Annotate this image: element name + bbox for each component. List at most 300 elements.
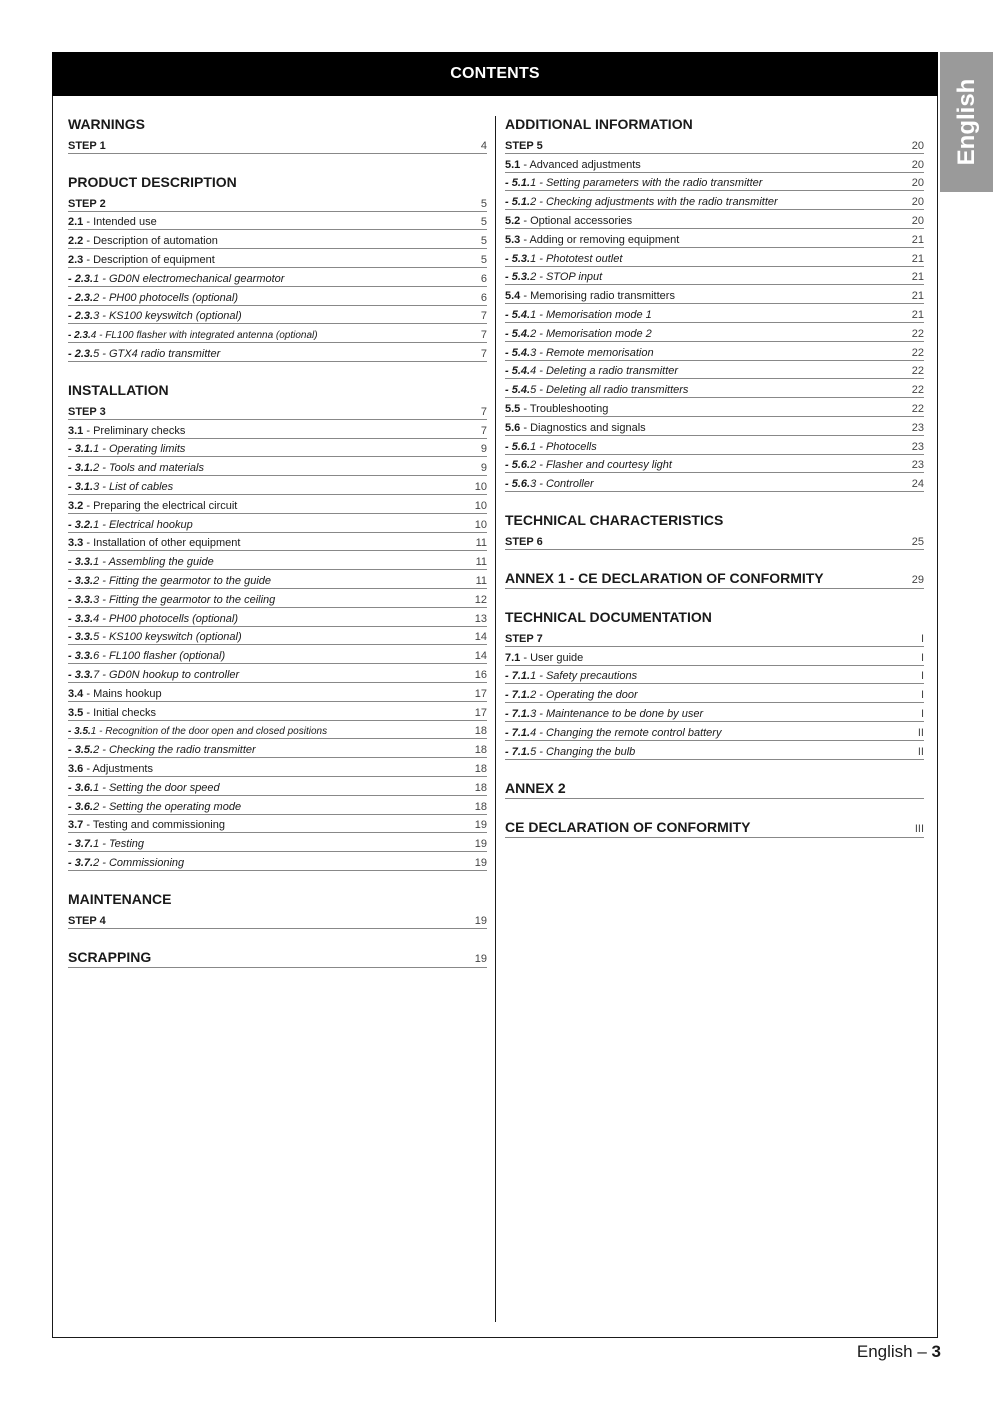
entry-number: 5.3	[505, 233, 521, 246]
language-tab	[940, 52, 993, 192]
toc-entry[interactable]	[505, 628, 924, 647]
entry-label: 4 - Changing the remote control battery	[530, 726, 722, 739]
toc-entry[interactable]	[68, 230, 487, 249]
entry-number: - 5.6.	[505, 459, 531, 472]
entry-number: - 2.3.	[68, 347, 94, 360]
entry-label: - Intended use	[83, 216, 157, 229]
entry-number: - 5.4.	[505, 308, 531, 321]
entry-text	[505, 403, 608, 415]
section-title-text: ANNEX 1 - CE DECLARATION OF CONFORMITY	[505, 569, 824, 586]
entry-text	[505, 441, 597, 453]
toc-section	[68, 114, 487, 154]
toc-entry[interactable]	[505, 647, 924, 666]
entry-label: 5 - KS100 keyswitch (optional)	[93, 631, 242, 644]
toc-section	[505, 607, 924, 760]
entry-label: - Installation of other equipment	[83, 537, 241, 550]
page-number: 6	[480, 291, 487, 304]
entry-text	[68, 838, 144, 850]
toc-entry[interactable]	[68, 758, 487, 777]
entry-label: - Testing and commissioning	[83, 819, 225, 832]
entry-label: 1 - Memorisation mode 1	[530, 308, 652, 321]
page-number: 9	[480, 443, 487, 456]
entry-number: - 5.4.	[505, 327, 531, 340]
toc-entry[interactable]	[505, 666, 924, 685]
section-title[interactable]	[68, 380, 487, 401]
entry-number: - 3.3.	[68, 631, 94, 644]
toc-entry[interactable]	[68, 249, 487, 268]
entry-label: 7 - GD0N hookup to controller	[93, 668, 240, 681]
entry-number: 3.7	[68, 819, 84, 832]
toc-entry[interactable]	[505, 455, 924, 474]
page-number: 7	[480, 405, 487, 418]
section-title[interactable]	[505, 510, 924, 531]
entry-number: - 3.6.	[68, 781, 94, 794]
toc-entry[interactable]	[68, 702, 487, 721]
entry-text	[68, 330, 318, 341]
toc-entry[interactable]	[68, 495, 487, 514]
page-number: I	[920, 632, 924, 645]
toc-entry[interactable]	[505, 191, 924, 210]
toc-entry[interactable]	[505, 379, 924, 398]
entry-label: 4 - FL100 flasher with integrated antenna (optional)	[90, 330, 318, 342]
toc-entry[interactable]	[68, 514, 487, 533]
toc-entry[interactable]	[68, 815, 487, 834]
page-number: 19	[474, 819, 487, 832]
page-number: 7	[480, 310, 487, 323]
toc-entry[interactable]	[505, 531, 924, 550]
toc-entry[interactable]	[68, 608, 487, 627]
toc-entry[interactable]	[68, 664, 487, 683]
entry-label: 3 - Remote memorisation	[530, 346, 654, 359]
entry-label: 1 - Operating limits	[93, 443, 186, 456]
toc-entry[interactable]	[68, 533, 487, 552]
entry-number: - 2.3.	[68, 291, 94, 304]
toc-entry[interactable]	[68, 212, 487, 231]
toc-entry[interactable]	[505, 741, 924, 760]
page-number: 23	[911, 421, 924, 434]
toc-entry[interactable]	[505, 304, 924, 323]
section-title[interactable]	[505, 607, 924, 628]
entry-label: 3 - Controller	[530, 478, 594, 491]
toc-entry[interactable]	[505, 417, 924, 436]
section-title-text: ADDITIONAL INFORMATION	[505, 116, 693, 132]
entry-text	[505, 271, 602, 283]
toc-section	[505, 510, 924, 550]
entry-text	[68, 254, 215, 266]
entry-number: 2.2	[68, 235, 84, 248]
entry-text	[505, 365, 678, 377]
toc-entry[interactable]	[68, 306, 487, 325]
page-number: 14	[474, 631, 487, 644]
entry-text	[68, 273, 284, 285]
page-number: 22	[911, 327, 924, 340]
page-number: 19	[474, 914, 487, 927]
page-number: 22	[911, 346, 924, 359]
page-number: 11	[475, 574, 487, 587]
entry-text	[68, 915, 106, 927]
entry-number: - 7.1.	[505, 745, 531, 758]
entry-label: 1 - GD0N electromechanical gearmotor	[93, 272, 285, 285]
page-number: 22	[911, 384, 924, 397]
entry-text	[505, 422, 646, 434]
entry-text	[68, 575, 271, 587]
toc-entry[interactable]	[68, 135, 487, 154]
page-number: 23	[911, 459, 924, 472]
toc-entry[interactable]	[68, 268, 487, 287]
page-number: 5	[480, 216, 487, 229]
entry-text	[68, 310, 242, 322]
page-number: 5	[480, 197, 487, 210]
column-divider	[495, 116, 496, 1322]
entry-number: 3.2	[68, 499, 84, 512]
toc-entry[interactable]	[505, 703, 924, 722]
section-title-text: SCRAPPING	[68, 948, 152, 965]
page-number: 25	[911, 535, 924, 548]
entry-text	[505, 253, 622, 265]
toc-entry[interactable]	[505, 323, 924, 342]
entry-label: - Preparing the electrical circuit	[83, 499, 238, 512]
entry-number: 3.5	[68, 706, 84, 719]
entry-label: 1 - Assembling the guide	[93, 556, 214, 569]
section-title-text: PRODUCT DESCRIPTION	[68, 173, 237, 190]
toc-entry[interactable]	[505, 173, 924, 192]
entry-number: - 7.1.	[505, 689, 531, 702]
entry-number: - 7.1.	[505, 726, 531, 739]
entry-label: 1 - Phototest outlet	[530, 252, 623, 265]
page-number: 24	[911, 478, 924, 491]
entry-label: - Preliminary checks	[83, 424, 186, 437]
entry-label: 1 - Electrical hookup	[93, 518, 193, 531]
entry-number: - 3.3.	[68, 593, 94, 606]
toc-entry[interactable]	[68, 833, 487, 852]
entry-number: - 3.3.	[68, 574, 94, 587]
page-number: 21	[911, 290, 924, 303]
entry-text	[68, 594, 275, 606]
left-column	[68, 114, 487, 986]
section-title-text: WARNINGS	[68, 116, 145, 132]
entry-text	[68, 782, 220, 794]
language-tab-label: English	[952, 78, 980, 166]
entry-text	[505, 689, 638, 701]
page-number: 20	[911, 214, 924, 227]
page-number: 7	[480, 329, 487, 342]
right-column	[505, 114, 924, 856]
entry-text	[68, 857, 184, 869]
entry-text	[68, 669, 239, 681]
entry-text	[68, 556, 214, 568]
entry-label: 2 - PH00 photocells (optional)	[93, 291, 238, 304]
entry-text	[68, 462, 204, 474]
toc-section	[505, 778, 924, 799]
page-number: 4	[480, 139, 487, 152]
toc-entry[interactable]	[68, 721, 487, 740]
toc-section	[68, 947, 487, 968]
entry-number: - 3.2.	[68, 518, 94, 531]
entry-number: 3.3	[68, 537, 84, 550]
toc-entry[interactable]	[68, 324, 487, 343]
entry-number: 5.4	[505, 290, 521, 303]
entry-number: - 3.5.	[68, 744, 94, 757]
page-number: II	[917, 745, 924, 758]
page-number: 12	[474, 593, 487, 606]
toc-entry[interactable]	[68, 589, 487, 608]
page-number: 20	[911, 139, 924, 152]
page-number: 17	[474, 706, 487, 719]
section-title[interactable]	[505, 817, 924, 838]
toc-entry[interactable]	[68, 777, 487, 796]
page-number: I	[920, 707, 924, 720]
entry-text	[505, 670, 637, 682]
section-title[interactable]	[68, 172, 487, 193]
entry-number: 3.4	[68, 687, 84, 700]
entry-number: 3.1	[68, 424, 84, 437]
entry-text	[68, 140, 106, 152]
toc-entry[interactable]	[68, 343, 487, 362]
page-number: 7	[480, 424, 487, 437]
entry-label: 1 - Testing	[93, 838, 145, 851]
toc-entry[interactable]	[505, 267, 924, 286]
toc-entry[interactable]	[505, 722, 924, 741]
page-number: 19	[474, 952, 487, 965]
entry-label: STEP 6	[505, 535, 543, 548]
entry-label: 4 - Deleting a radio transmitter	[530, 365, 679, 378]
entry-label: 5 - Deleting all radio transmitters	[530, 384, 689, 397]
toc-entry[interactable]	[68, 627, 487, 646]
entry-text	[68, 688, 162, 700]
entry-label: STEP 7	[505, 632, 543, 645]
entry-number: - 3.1.	[68, 480, 94, 493]
entry-text	[68, 650, 225, 662]
section-title-text: INSTALLATION	[68, 381, 169, 398]
entry-text	[68, 443, 185, 455]
entry-text	[68, 631, 242, 643]
toc-section	[68, 380, 487, 871]
entry-text	[68, 348, 220, 360]
page-number: 19	[474, 838, 487, 851]
entry-number: - 2.3.	[68, 330, 91, 342]
entry-text	[68, 519, 193, 531]
toc-entry[interactable]	[505, 210, 924, 229]
section-title[interactable]	[68, 947, 487, 968]
entry-number: - 5.6.	[505, 478, 531, 491]
page-number: 16	[474, 668, 487, 681]
page-number: 5	[480, 253, 487, 266]
entry-label: 1 - Safety precautions	[530, 670, 638, 683]
toc-entry[interactable]	[505, 229, 924, 248]
entry-label: - Mains hookup	[83, 687, 162, 700]
toc-entry[interactable]	[505, 361, 924, 380]
page-number: 18	[474, 744, 487, 757]
entry-label: 1 - Recognition of the door open and closed positions	[90, 726, 328, 738]
toc-entry[interactable]	[68, 457, 487, 476]
entry-label: - Troubleshooting	[520, 402, 609, 415]
toc-entry[interactable]	[68, 796, 487, 815]
section-title[interactable]	[505, 778, 924, 799]
entry-label: 2 - Memorisation mode 2	[530, 327, 652, 340]
entry-text	[68, 406, 106, 418]
entry-text	[505, 459, 672, 471]
entry-text	[68, 537, 240, 549]
entry-text	[68, 481, 173, 493]
entry-label: 2 - Checking the radio transmitter	[93, 744, 256, 757]
page-number: I	[920, 651, 924, 664]
toc-entry[interactable]	[68, 420, 487, 439]
entry-text	[68, 726, 327, 737]
toc-entry[interactable]	[505, 436, 924, 455]
entry-label: 3 - List of cables	[93, 480, 174, 493]
page-number: 23	[911, 440, 924, 453]
toc-entry[interactable]	[68, 401, 487, 420]
entry-number: - 7.1.	[505, 670, 531, 683]
toc-entry[interactable]	[68, 287, 487, 306]
entry-label: STEP 5	[505, 139, 543, 152]
entry-text	[505, 196, 778, 208]
toc-entry[interactable]	[505, 135, 924, 154]
entry-text	[505, 328, 652, 340]
entry-number: 5.6	[505, 421, 521, 434]
entry-text	[68, 500, 237, 512]
entry-number: - 5.4.	[505, 384, 531, 397]
page-number: 20	[911, 177, 924, 190]
entry-text	[505, 347, 654, 359]
page-number: III	[914, 822, 924, 835]
page-number: 29	[911, 573, 924, 586]
page-number: 19	[474, 856, 487, 869]
page-number: 22	[911, 365, 924, 378]
toc-entry[interactable]	[505, 154, 924, 173]
toc-section	[505, 568, 924, 589]
entry-number: 2.1	[68, 216, 84, 229]
entry-text	[68, 819, 225, 831]
entry-text	[505, 536, 543, 548]
entry-label: - Optional accessories	[520, 214, 633, 227]
entry-text	[505, 140, 543, 152]
entry-text	[505, 727, 721, 739]
entry-number: - 5.3.	[505, 271, 531, 284]
entry-label: 1 - Setting parameters with the radio transmitter	[530, 177, 763, 190]
entry-number: - 5.1.	[505, 177, 531, 190]
entry-text	[505, 159, 641, 171]
toc-section	[68, 889, 487, 929]
toc-entry[interactable]	[505, 684, 924, 703]
entry-label: 3 - KS100 keyswitch (optional)	[93, 310, 242, 323]
entry-text	[505, 384, 688, 396]
entry-number: - 5.1.	[505, 196, 531, 209]
page-number: 13	[474, 612, 487, 625]
page-number: I	[920, 689, 924, 702]
section-title[interactable]	[505, 114, 924, 135]
contents-header	[52, 52, 938, 96]
entry-text	[68, 235, 218, 247]
section-title-text: TECHNICAL CHARACTERISTICS	[505, 512, 724, 529]
entry-label: 2 - Flasher and courtesy light	[530, 459, 672, 472]
toc-entry[interactable]	[68, 439, 487, 458]
toc-entry[interactable]	[68, 852, 487, 871]
page-number: 20	[911, 158, 924, 171]
entry-text	[68, 744, 256, 756]
entry-text	[505, 478, 594, 490]
entry-number: - 5.6.	[505, 440, 531, 453]
page-number: 9	[480, 462, 487, 475]
toc-entry[interactable]	[68, 910, 487, 929]
page-number: 10	[474, 518, 487, 531]
page-number: 18	[474, 800, 487, 813]
entry-number: - 3.3.	[68, 668, 94, 681]
section-title-text: CE DECLARATION OF CONFORMITY	[505, 818, 751, 835]
entry-label: STEP 2	[68, 197, 106, 210]
toc-entry[interactable]	[68, 645, 487, 664]
page-number: 21	[911, 308, 924, 321]
footer-page-number: 3	[931, 1342, 941, 1361]
page-number: 7	[480, 347, 487, 360]
entry-text	[68, 292, 238, 304]
page-number: 10	[474, 499, 487, 512]
entry-label: STEP 1	[68, 139, 106, 152]
entry-number: 3.6	[68, 762, 84, 775]
toc-entry[interactable]	[68, 570, 487, 589]
entry-label: 2 - Setting the operating mode	[93, 800, 242, 813]
entry-number: - 2.3.	[68, 310, 94, 323]
entry-label: - User guide	[520, 651, 584, 664]
entry-label: 2 - STOP input	[530, 271, 603, 284]
toc-entry[interactable]	[68, 551, 487, 570]
entry-text	[505, 652, 583, 664]
entry-text	[68, 425, 185, 437]
entry-label: - Description of equipment	[83, 253, 215, 266]
page-number: 5	[480, 235, 487, 248]
entry-number: - 5.4.	[505, 346, 531, 359]
footer-language: English –	[856, 1342, 932, 1361]
toc-entry[interactable]	[505, 342, 924, 361]
entry-text	[505, 746, 635, 758]
toc-entry[interactable]	[68, 476, 487, 495]
page-number: 14	[474, 650, 487, 663]
entry-text	[68, 613, 238, 625]
section-title[interactable]	[505, 568, 924, 589]
toc-entry[interactable]	[68, 739, 487, 758]
entry-text	[68, 707, 156, 719]
entry-label: 1 - Photocells	[530, 440, 597, 453]
entry-label: 4 - PH00 photocells (optional)	[93, 612, 238, 625]
section-title-text: MAINTENANCE	[68, 890, 172, 907]
page-number: 17	[474, 687, 487, 700]
section-title[interactable]	[68, 114, 487, 135]
entry-number: 5.1	[505, 158, 521, 171]
entry-label: - Diagnostics and signals	[520, 421, 646, 434]
toc-entry[interactable]	[68, 683, 487, 702]
entry-label: - Memorising radio transmitters	[520, 290, 675, 303]
entry-text	[505, 177, 762, 189]
toc-entry[interactable]	[505, 285, 924, 304]
entry-label: - Adding or removing equipment	[520, 233, 680, 246]
entry-text	[68, 763, 153, 775]
entry-label: 5 - Changing the bulb	[530, 745, 636, 758]
entry-number: - 2.3.	[68, 272, 94, 285]
toc-entry[interactable]	[505, 248, 924, 267]
entry-number: - 5.3.	[505, 252, 531, 265]
entry-number: 5.2	[505, 214, 521, 227]
section-title[interactable]	[68, 889, 487, 910]
toc-entry[interactable]	[68, 193, 487, 212]
toc-entry[interactable]	[505, 473, 924, 492]
entry-number: 5.5	[505, 402, 521, 415]
entry-number: - 3.7.	[68, 856, 94, 869]
entry-text	[505, 215, 632, 227]
entry-label: - Advanced adjustments	[520, 158, 641, 171]
toc-entry[interactable]	[505, 398, 924, 417]
entry-label: 5 - GTX4 radio transmitter	[93, 347, 221, 360]
entry-text	[68, 216, 157, 228]
